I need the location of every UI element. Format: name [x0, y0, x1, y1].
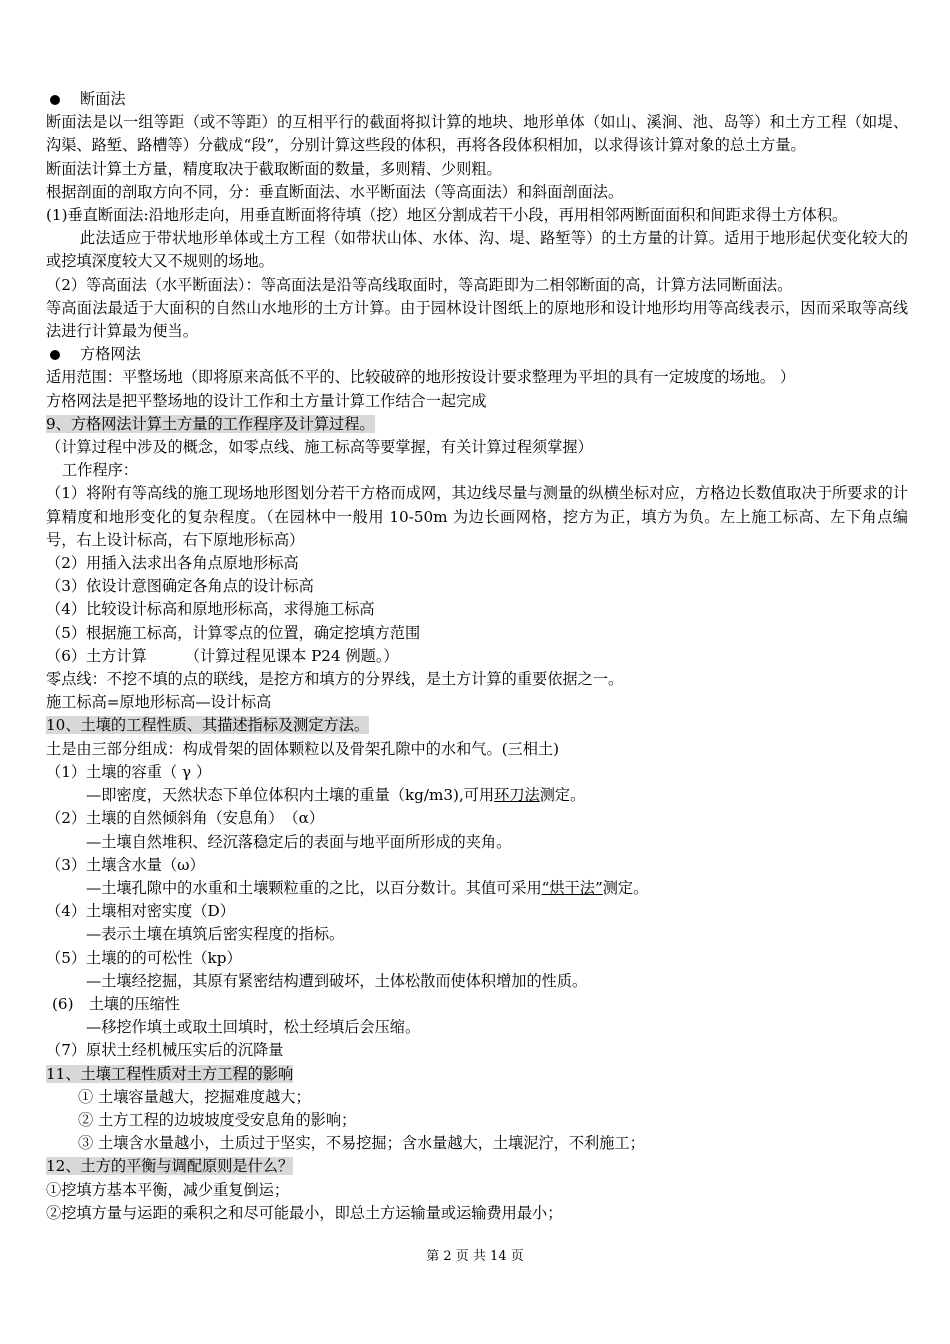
paragraph: 零点线：不挖不填的点的联线，是挖方和填方的分界线，是土方计算的重要依据之一。: [46, 670, 624, 689]
paragraph: 此法适应于带状地形单体或土方工程（如带状山体、水体、沟、堤、路堑等）的土方量的计算。适用于地形起伏变化较大的或挖填深度较大又不规则的场地。: [46, 229, 908, 271]
effect-item: ③ 土壤含水量越小，土质过于坚实，不易挖掘；含水量越大，土壤泥泞，不利施工；: [78, 1134, 645, 1153]
paragraph: （计算过程中涉及的概念，如零点线、施工标高等要掌握，有关计算过程须掌握）: [46, 438, 593, 457]
desc-text: 测定。: [539, 786, 586, 805]
document-body: [46, 88, 908, 1225]
soil-property-desc: —土壤自然堆积、经沉落稳定后的表面与地平面所形成的夹角。: [86, 832, 512, 851]
underlined-term: “烘干法”: [541, 878, 603, 897]
paragraph: 适用范围：平整场地（即将原来高低不平的、比较破碎的地形按设计要求整理为平坦的具有一定坡度的场地。 ）: [46, 368, 796, 387]
question-heading-11: 11、土壤工程性质对土方工程的影响: [46, 1064, 294, 1083]
step-item: （3）依设计意图确定各角点的设计标高: [46, 577, 314, 596]
soil-property-title: （4）土壤相对密实度（D）: [46, 902, 235, 921]
bullet-section-duanmian: [46, 88, 908, 111]
soil-property-desc: [46, 784, 908, 807]
paragraph: 土是由三部分组成：构成骨架的固体颗粒以及骨架孔隙中的水和气。(三相土): [46, 739, 560, 758]
effect-item: ① 土壤容量越大，挖掘难度越大；: [78, 1087, 311, 1106]
paragraph: 方格网法是把平整场地的设计工作和土方量计算工作结合一起完成: [46, 391, 487, 410]
principle-item: ②挖填方量与运距的乘积之和尽可能最小，即总土方运输量或运输费用最小；: [46, 1203, 563, 1222]
paragraph: 工作程序：: [62, 461, 138, 480]
bullet-icon: [50, 95, 60, 105]
soil-property-title: （1）土壤的容重（ γ ）: [46, 762, 212, 781]
paragraph: 断面法是以一组等距（或不等距）的互相平行的截面将拟计算的地块、地形单体（如山、溪涧、池、岛等）和土方工程（如堤、沟渠、路堑、路槽等）分截成“段”，分别计算这些段的体积，再将各段体积相加，以求得该计算对象的总土方量。: [46, 113, 908, 155]
soil-property-title: （3）土壤含水量（ω）: [46, 855, 205, 874]
paragraph: (1)垂直断面法:沿地形走向，用垂直断面将待填（挖）地区分割成若干小段，再用相邻两断面面积和间距求得土方体积。: [46, 206, 848, 225]
bullet-section-fangge: [46, 343, 908, 366]
paragraph: （2）等高面法（水平断面法）：等高面法是沿等高线取面时，等高距即为二相邻断面的高，计算方法同断面法。: [46, 275, 793, 294]
question-heading-10: 10、土壤的工程性质、其描述指标及测定方法。: [46, 716, 370, 735]
principle-item: ①挖填方基本平衡，减少重复倒运；: [46, 1180, 289, 1199]
desc-text: —即密度，天然状态下单位体积内土壤的重量（kg/m3),可用: [86, 786, 495, 805]
paragraph: （1）将附有等高线的施工现场地形图划分若干方格而成网，其边线尽量与测量的纵横坐标对应，方格边长数值取决于所要求的计算精度和地形变化的复杂程度。（在园林中一般用 10-50m 为边长画网格，挖方为正，填方为负。左上施工标高、左下角点编号，右上设计标高，右下原地形标高）: [46, 484, 908, 549]
paragraph: 根据剖面的剖取方向不同，分：垂直断面法、水平断面法（等高面法）和斜面剖面法。: [46, 182, 624, 201]
soil-property-title: （5）土壤的的可松性（kp）: [46, 948, 242, 967]
soil-property-desc: —土壤经挖掘，其原有紧密结构遭到破坏，土体松散而使体积增加的性质。: [86, 971, 588, 990]
soil-property-desc: —移挖作填土或取土回填时，松土经填后会压缩。: [86, 1018, 421, 1037]
paragraph: 断面法计算土方量，精度取决于截取断面的数量，多则精、少则粗。: [46, 159, 502, 178]
step-item: （2）用插入法求出各角点原地形标高: [46, 554, 299, 573]
soil-property-title: （7）原状土经机械压实后的沉降量: [46, 1041, 284, 1060]
paragraph: 等高面法最适于大面积的自然山水地形的土方计算。由于园林设计图纸上的原地形和设计地形均用等高线表示，因而采取等高线法进行计算最为便当。: [46, 298, 908, 341]
soil-property-desc: —表示土壤在填筑后密实程度的指标。: [86, 925, 345, 944]
step-item: （4）比较设计标高和原地形标高，求得施工标高: [46, 600, 375, 619]
section-title: 断面法: [80, 90, 126, 108]
soil-property-title: (6) 土壤的压缩性: [52, 994, 180, 1013]
step-item: （5）根据施工标高，计算零点的位置，确定挖填方范围: [46, 623, 421, 642]
bullet-icon: [50, 350, 60, 360]
underlined-term: 环刀法: [494, 786, 540, 805]
desc-text: —土壤孔隙中的水重和土壤颗粒重的之比，以百分数计。其值可采用: [86, 878, 542, 897]
paragraph: 施工标高=原地形标高—设计标高: [46, 693, 272, 712]
section-title: 方格网法: [80, 345, 141, 364]
page-footer: 第 2 页 共 14 页: [426, 1249, 524, 1264]
question-heading-12: 12、土方的平衡与调配原则是什么？: [46, 1157, 294, 1176]
step-item: （6）土方计算 （计算过程见课本 P24 例题。）: [46, 646, 399, 665]
effect-item: ② 土方工程的边坡坡度受安息角的影响；: [78, 1110, 357, 1129]
question-heading-9: 9、方格网法计算土方量的工作程序及计算过程。: [46, 414, 375, 433]
soil-property-title: （2）土壤的自然倾斜角（安息角） （α）: [46, 809, 325, 828]
soil-property-desc: [46, 877, 908, 900]
desc-text: 测定。: [602, 878, 649, 897]
